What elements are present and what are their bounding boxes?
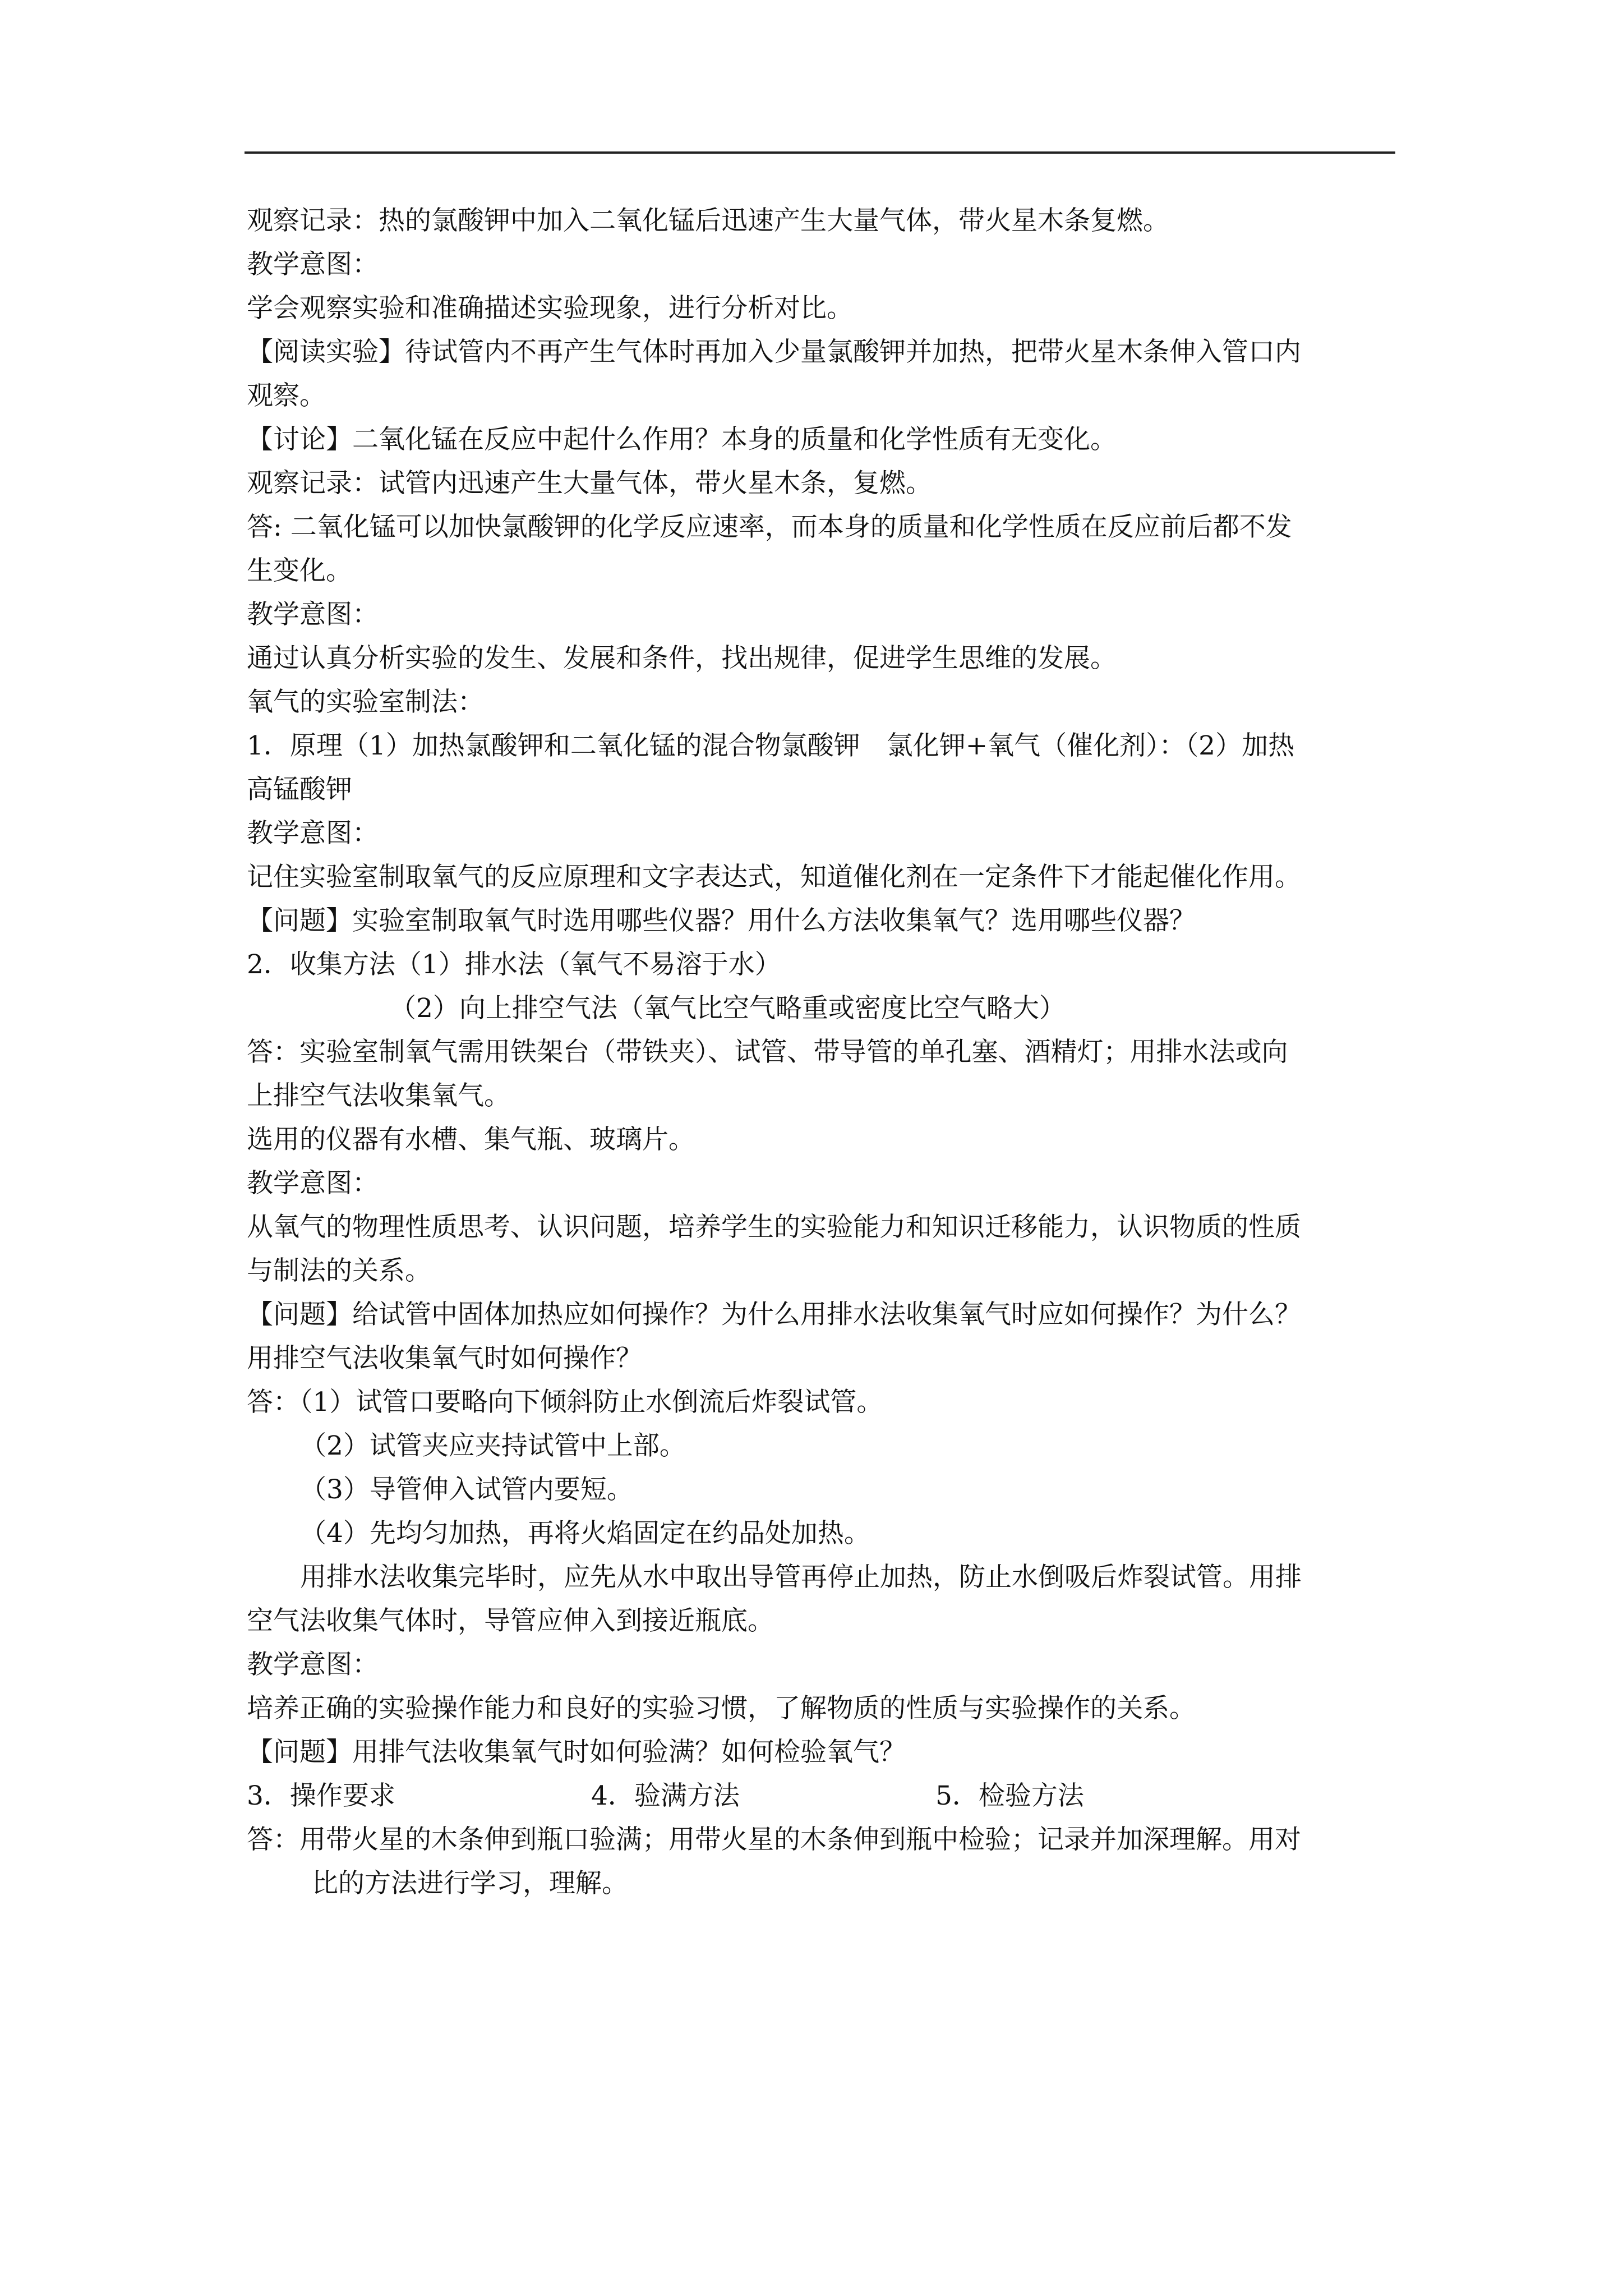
text-line: 选用的仪器有水槽、集气瓶、玻璃片。 bbox=[247, 1124, 695, 1155]
section-heading: 教学意图： bbox=[247, 1649, 379, 1680]
text-line: 高锰酸钾 bbox=[247, 774, 352, 805]
section-heading: 教学意图： bbox=[247, 249, 379, 280]
header-rule bbox=[245, 151, 1395, 154]
text-line: 生变化。 bbox=[247, 555, 352, 586]
text-line: 【问题】用排气法收集氧气时如何验满？如何检验氧气？ bbox=[247, 1737, 906, 1768]
text-line: 【问题】实验室制取氧气时选用哪些仪器？用什么方法收集氧气？选用哪些仪器？ bbox=[247, 905, 1196, 936]
text-line: （3）导管伸入试管内要短。 bbox=[300, 1474, 633, 1505]
text-line: 学会观察实验和准确描述实验现象，进行分析对比。 bbox=[247, 293, 853, 324]
text-line: 【讨论】二氧化锰在反应中起什么作用？本身的质量和化学性质有无变化。 bbox=[247, 424, 1117, 455]
step-full-check-method: 4．验满方法 bbox=[591, 1780, 740, 1811]
text-line: 与制法的关系。 bbox=[247, 1255, 431, 1286]
text-line: 【阅读实验】待试管内不再产生气体时再加入少量氯酸钾并加热，把带火星木条伸入管口内 bbox=[247, 337, 1301, 367]
text-line: 答：实验室制氧气需用铁架台（带铁夹）、试管、带导管的单孔塞、酒精灯；用排水法或向 bbox=[247, 1037, 1288, 1068]
section-heading: 氧气的实验室制法： bbox=[247, 687, 484, 717]
text-line: 观察记录：热的氯酸钾中加入二氧化锰后迅速产生大量气体，带火星木条复燃。 bbox=[247, 205, 1169, 236]
text-line: 用排空气法收集氧气时如何操作？ bbox=[247, 1343, 642, 1374]
text-line: 从氧气的物理性质思考、认识问题，培养学生的实验能力和知识迁移能力，认识物质的性质 bbox=[247, 1212, 1301, 1243]
text-line: （4）先均匀加热，再将火焰固定在约品处加热。 bbox=[300, 1518, 870, 1549]
text-line: 答：用带火星的木条伸到瓶口验满；用带火星的木条伸到瓶中检验；记录并加深理解。用对 bbox=[247, 1824, 1301, 1855]
text-line: 1．原理（1）加热氯酸钾和二氧化锰的混合物氯酸钾 氯化钾+氧气（催化剂）：（2）加热 bbox=[247, 730, 1295, 761]
text-line: 培养正确的实验操作能力和良好的实验习惯，了解物质的性质与实验操作的关系。 bbox=[247, 1693, 1196, 1724]
text-line: 比的方法进行学习，理解。 bbox=[312, 1868, 628, 1899]
section-heading: 教学意图： bbox=[247, 818, 379, 849]
section-heading: 教学意图： bbox=[247, 1168, 379, 1199]
text-line: （2）试管夹应夹持试管中上部。 bbox=[300, 1430, 686, 1461]
steps-row bbox=[247, 1774, 1396, 1818]
step-operation-requirements: 3．操作要求 bbox=[247, 1780, 395, 1811]
text-line: 通过认真分析实验的发生、发展和条件，找出规律，促进学生思维的发展。 bbox=[247, 643, 1117, 674]
section-heading: 教学意图： bbox=[247, 599, 379, 630]
text-line: 上排空气法收集氧气。 bbox=[247, 1080, 510, 1111]
document-body bbox=[247, 199, 1396, 1906]
text-line: 用排水法收集完毕时，应先从水中取出导管再停止加热，防止水倒吸后炸裂试管。用排 bbox=[300, 1562, 1302, 1593]
text-line: 观察。 bbox=[247, 380, 326, 411]
text-line: （2）向上排空气法（氧气比空气略重或密度比空气略大） bbox=[390, 993, 1066, 1024]
text-line: 【问题】给试管中固体加热应如何操作？为什么用排水法收集氧气时应如何操作？为什么？ bbox=[247, 1299, 1301, 1330]
text-line: 观察记录：试管内迅速产生大量气体，带火星木条，复燃。 bbox=[247, 468, 932, 499]
text-line: 答：（1）试管口要略向下倾斜防止水倒流后炸裂试管。 bbox=[247, 1387, 883, 1418]
text-line: 答: 二氧化锰可以加快氯酸钾的化学反应速率，而本身的质量和化学性质在反应前后都不发 bbox=[247, 512, 1292, 542]
text-line: 空气法收集气体时，导管应伸入到接近瓶底。 bbox=[247, 1605, 774, 1636]
text-line: 2．收集方法（1）排水法（氧气不易溶于水） bbox=[247, 949, 781, 980]
text-line: 记住实验室制取氧气的反应原理和文字表达式，知道催化剂在一定条件下才能起催化作用。 bbox=[247, 862, 1301, 892]
step-test-method: 5．检验方法 bbox=[935, 1780, 1084, 1811]
